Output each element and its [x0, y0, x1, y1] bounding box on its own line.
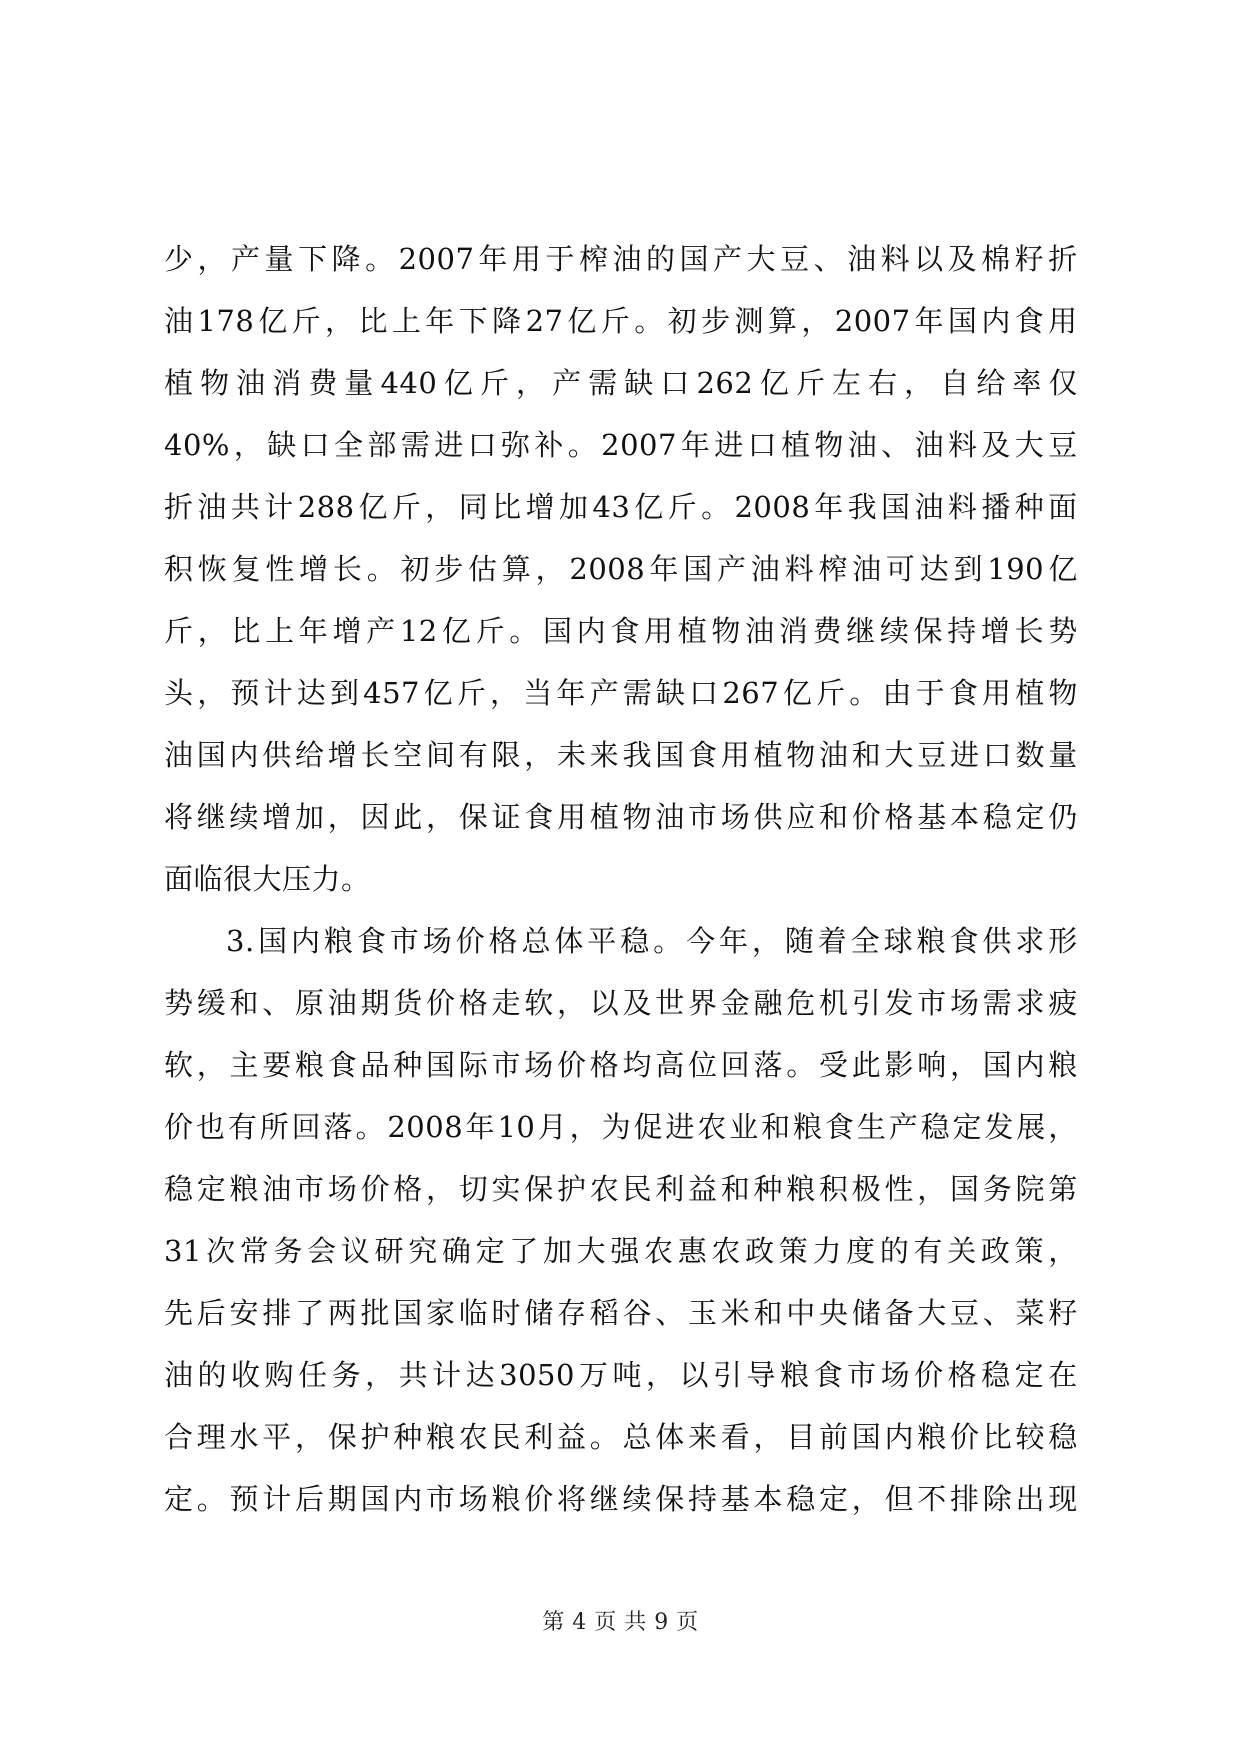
text-line: 势 缓 和 、 原 油 期 货 价 格 走 软 ， 以 及 世 界 金 融 危 机 引 发 市 场 需 求 疲: [164, 985, 1078, 1020]
text-line: 价 也 有 所 回 落 。 2008 年 10 月 ， 为 促 进 农 业 和 粮 食 生 产 稳 定 发 展 ，: [164, 1109, 1078, 1144]
text-line: 定 。 预 计 后 期 国 内 市 场 粮 价 将 继 续 保 持 基 本 稳 定 ， 但 不 排 除 出 现: [164, 1481, 1078, 1516]
body-text: [164, 228, 1078, 1530]
text-line: 先 后 安 排 了 两 批 国 家 临 时 储 存 稻 谷 、 玉 米 和 中 央 储 备 大 豆 、 菜 籽: [164, 1295, 1078, 1330]
text-line: 油 178 亿 斤 ， 比 上 年 下 降 27 亿 斤 。 初 步 测 算 ， 2007 年 国 内 食 用: [164, 303, 1078, 338]
text-line: 稳 定 粮 油 市 场 价 格 ， 切 实 保 护 农 民 利 益 和 种 粮 积 极 性 ， 国 务 院 第: [164, 1171, 1078, 1206]
text-line: 斤 ， 比 上 年 增 产 12 亿 斤 。 国 内 食 用 植 物 油 消 费 继 续 保 持 增 长 势: [164, 613, 1078, 648]
text-line: 折 油 共 计 288 亿 斤 ， 同 比 增 加 43 亿 斤 。 2008 年 我 国 油 料 播 种 面: [164, 489, 1078, 524]
text-line: 少 ， 产 量 下 降 。 2007 年 用 于 榨 油 的 国 产 大 豆 、 油 料 以 及 棉 籽 折: [164, 241, 1078, 276]
text-line: 油 的 收 购 任 务 ， 共 计 达 3050 万 吨 ， 以 引 导 粮 食 市 场 价 格 稳 定 在: [164, 1357, 1078, 1392]
text-line: 将 继 续 增 加 ， 因 此 ， 保 证 食 用 植 物 油 市 场 供 应 和 价 格 基 本 稳 定 仍: [164, 799, 1078, 834]
text-line-paragraph-end: 面临很大压力。: [164, 861, 371, 896]
text-line: 植 物 油 消 费 量 440 亿 斤 ， 产 需 缺 口 262 亿 斤 左 右 ， 自 给 率 仅: [164, 365, 1078, 400]
text-line: 油 国 内 供 给 增 长 空 间 有 限 ， 未 来 我 国 食 用 植 物 油 和 大 豆 进 口 数 量: [164, 737, 1078, 772]
text-line: 31 次 常 务 会 议 研 究 确 定 了 加 大 强 农 惠 农 政 策 力 度 的 有 关 政 策 ，: [164, 1233, 1078, 1268]
text-line-paragraph-start: 3. 国 内 粮 食 市 场 价 格 总 体 平 稳 。 今 年 ， 随 着 全 球 粮 食 供 求 形: [226, 923, 1078, 958]
text-line: 软 ， 主 要 粮 食 品 种 国 际 市 场 价 格 均 高 位 回 落 。 受 此 影 响 ， 国 内 粮: [164, 1047, 1078, 1082]
text-line: 积 恢 复 性 增 长 。 初 步 估 算 ， 2008 年 国 产 油 料 榨 油 可 达 到 190 亿: [164, 551, 1078, 586]
text-line: 合 理 水 平 ， 保 护 种 粮 农 民 利 益 。 总 体 来 看 ， 目 前 国 内 粮 价 比 较 稳: [164, 1419, 1078, 1454]
text-line: 40% ， 缺 口 全 部 需 进 口 弥 补 。 2007 年 进 口 植 物 油 、 油 料 及 大 豆: [164, 427, 1078, 462]
text-line: 头 ， 预 计 达 到 457 亿 斤 ， 当 年 产 需 缺 口 267 亿 斤 。 由 于 食 用 植 物: [164, 675, 1078, 710]
page-number-footer: 第 4 页 共 9 页: [542, 1610, 699, 1635]
